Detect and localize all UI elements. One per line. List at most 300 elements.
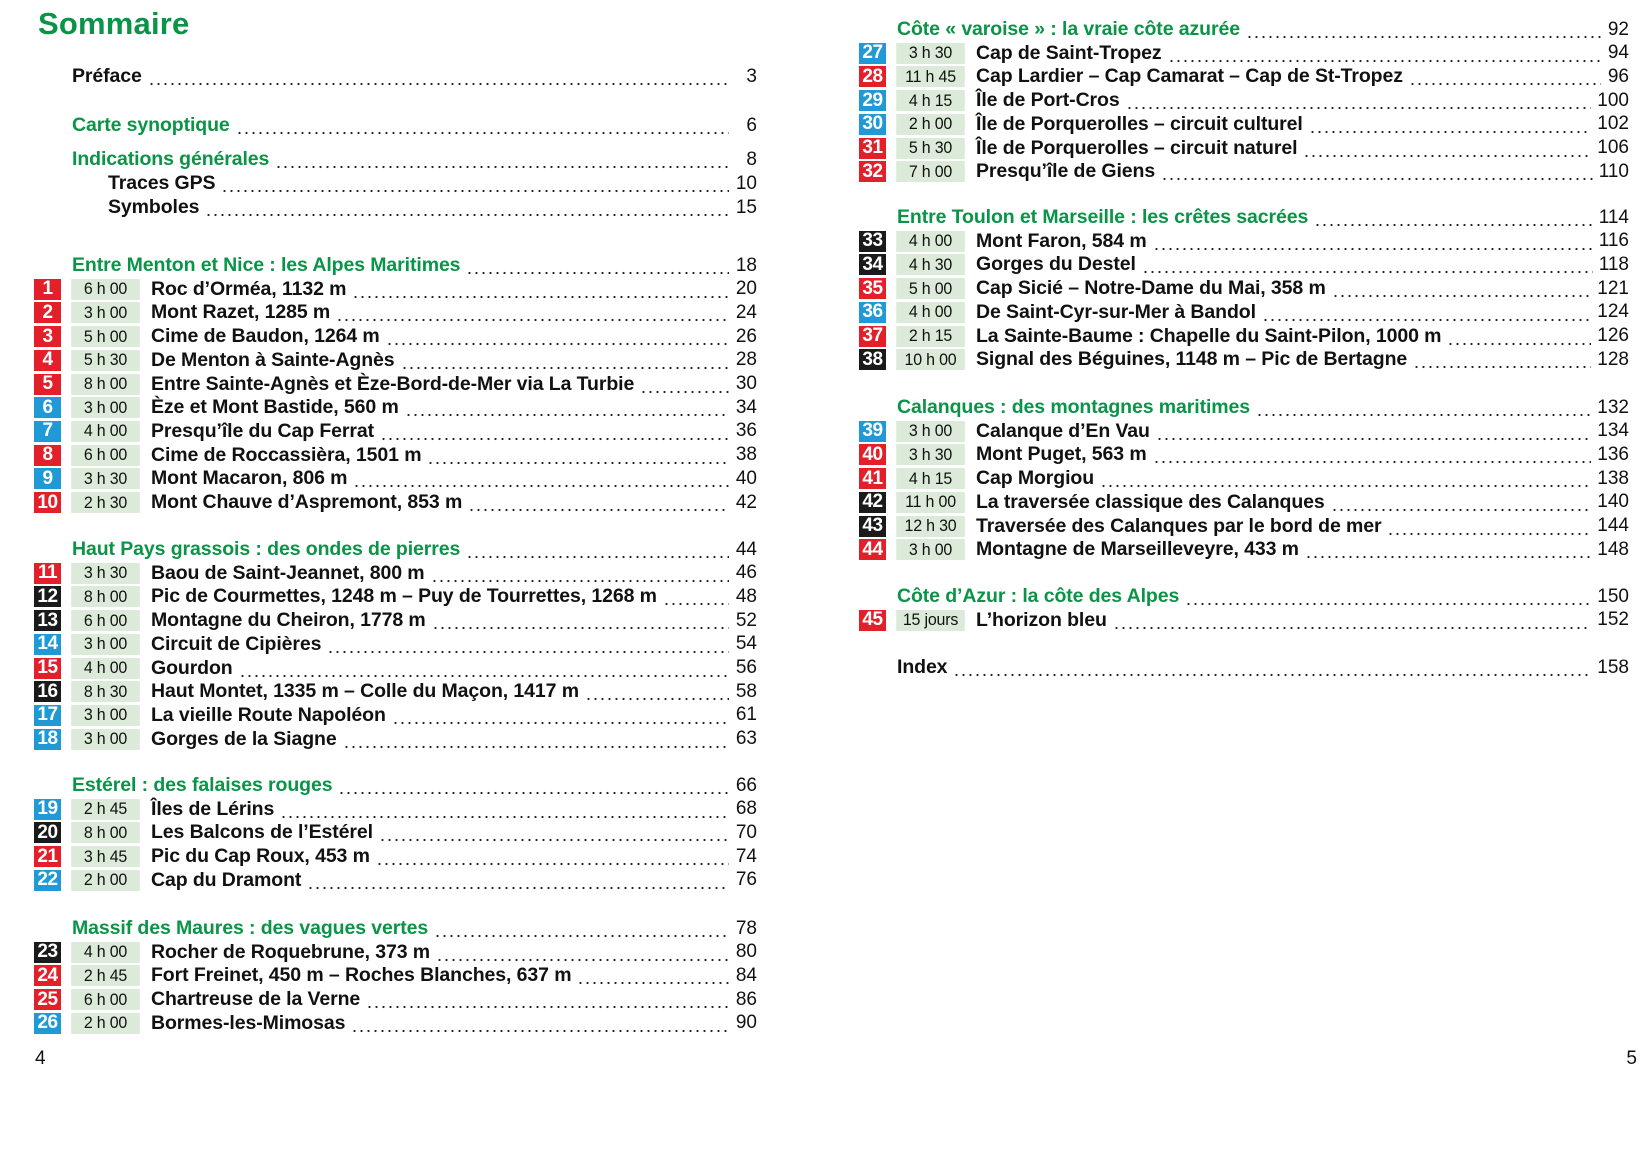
dot-leader [1314,208,1592,227]
dot-leader [468,493,729,512]
toc-route-entry[interactable] [859,64,1629,89]
toc-route-entry[interactable] [34,300,757,325]
dot-leader [1447,327,1591,346]
entry-title: Mont Faron, 584 m [976,229,1147,252]
toc-route-entry[interactable] [859,442,1629,467]
section-heading: Haut Pays grassois : des ondes de pierres [72,538,461,560]
entry-title: Signal des Béguines, 1148 m – Pic de Bertagne [976,348,1408,371]
dot-leader [1153,232,1593,251]
page-ref: 136 [1597,443,1629,465]
entry-title: Mont Puget, 563 m [976,443,1147,466]
entry-title: Mont Razet, 1285 m [151,301,331,324]
dot-leader [434,919,729,938]
dot-leader [585,682,729,701]
route-number-badge: 34 [859,254,886,275]
toc-section[interactable] [72,916,757,941]
route-number-badge: 13 [34,610,61,631]
duration-label: 3 h 00 [71,302,140,323]
page-ref: 106 [1597,137,1629,158]
entry-title: Èze et Mont Bastide, 560 m [151,396,399,419]
route-number-badge: 23 [34,942,61,963]
duration-label: 8 h 00 [71,822,140,843]
toc-route-entry[interactable] [34,419,757,444]
toc-route-entry[interactable] [859,537,1629,562]
duration-label: 4 h 00 [71,421,140,442]
route-number-badge: 5 [34,374,61,395]
entry-title: Îles de Lérins [151,797,275,820]
route-number-badge: 21 [34,846,61,867]
page-ref: 54 [735,633,757,655]
route-number-badge: 17 [34,705,61,726]
route-number-badge: 35 [859,278,886,299]
route-number-badge: 44 [859,539,886,560]
page-ref: 48 [735,585,757,607]
entry-title: Montagne de Marseilleveyre, 433 m [976,538,1299,561]
toc-route-entry[interactable] [859,229,1629,254]
dot-leader [1331,493,1592,512]
toc-section[interactable] [897,584,1629,609]
page-ref: 74 [735,845,757,867]
dot-leader [1168,44,1601,63]
section-heading: Calanques : des montagnes maritimes [897,396,1251,418]
section-heading: Entre Toulon et Marseille : les crêtes sacrées [897,206,1309,228]
route-number-badge: 7 [34,421,61,442]
page-ref: 116 [1598,230,1629,252]
duration-label: 11 h 00 [896,492,965,513]
duration-label: 6 h 00 [71,445,140,466]
dot-leader [353,469,729,488]
page-number-right: 5 [1626,1048,1637,1069]
page-ref: 86 [735,988,757,1010]
route-number-badge: 18 [34,729,61,750]
toc-route-entry[interactable] [34,324,757,349]
dot-leader [1309,115,1592,134]
page-ref: 148 [1597,538,1629,560]
route-number-badge: 3 [34,326,61,347]
page-ref: 96 [1607,65,1629,87]
page-ref: 132 [1597,396,1629,418]
duration-label: 6 h 00 [71,989,140,1010]
dot-leader [401,351,729,370]
page-ref: 24 [735,301,757,323]
entry-title: Cap Morgiou [976,467,1095,490]
toc-route-entry[interactable] [34,443,757,468]
toc-route-entry[interactable] [859,252,1629,277]
route-number-badge: 29 [859,90,886,111]
entry-title: Pic du Cap Roux, 453 m [151,845,370,868]
dot-leader [351,1014,729,1033]
duration-label: 4 h 00 [896,231,965,252]
section-heading: Carte synoptique [72,114,230,136]
duration-label: 2 h 00 [71,1013,140,1034]
duration-label: 3 h 00 [896,421,965,442]
page-ref: 140 [1597,491,1629,513]
dot-leader [379,823,729,842]
dot-leader [280,800,729,819]
duration-label: 11 h 45 [896,66,965,87]
route-number-badge: 12 [34,586,61,607]
entry-title: Cap de Saint-Tropez [976,41,1162,64]
route-number-badge: 11 [34,563,61,584]
route-number-badge: 37 [859,326,886,347]
entry-title: Index [897,656,948,678]
toc-route-entry[interactable] [34,844,757,869]
entry-title: Cap Sicié – Notre-Dame du Mai, 358 m [976,277,1326,300]
toc-route-entry[interactable] [859,159,1629,184]
entry-title: Presqu’île du Cap Ferrat [151,419,374,442]
toc-route-entry[interactable] [34,277,757,302]
dot-leader [1256,398,1591,417]
duration-label: 3 h 00 [71,729,140,750]
duration-label: 3 h 30 [71,468,140,489]
dot-leader [432,611,729,630]
duration-label: 4 h 00 [71,658,140,679]
dot-leader [1185,587,1591,606]
section-heading: Estérel : des falaises rouges [72,774,333,796]
route-number-badge: 27 [859,43,886,64]
page-ref: 78 [735,917,757,939]
route-number-badge: 31 [859,138,886,159]
dot-leader [1303,139,1591,158]
duration-label: 10 h 00 [896,349,965,370]
page-ref: 76 [735,869,757,891]
route-number-badge: 32 [859,161,886,182]
dot-leader [466,540,729,559]
route-number-badge: 2 [34,302,61,323]
route-number-badge: 1 [34,279,61,300]
route-number-badge: 24 [34,965,61,986]
toc-route-entry[interactable] [34,348,757,373]
page-ref: 90 [735,1012,757,1034]
duration-label: 4 h 30 [896,254,965,275]
toc-route-entry[interactable] [34,868,757,893]
duration-label: 3 h 00 [71,634,140,655]
duration-label: 5 h 30 [896,138,965,159]
toc-entry[interactable] [897,655,1629,680]
toc-route-entry[interactable] [34,395,757,420]
toc-section[interactable] [897,205,1629,230]
page-ref: 8 [746,148,757,170]
toc-entry[interactable] [108,195,757,220]
dot-leader [275,150,729,169]
toc-route-entry[interactable] [34,820,757,845]
page-ref: 158 [1597,656,1629,678]
page-ref: 66 [735,774,757,796]
toc-route-entry[interactable] [34,727,757,752]
toc-route-entry[interactable] [859,608,1629,633]
toc-route-entry[interactable] [34,940,757,965]
entry-title: Rocher de Roquebrune, 373 m [151,940,431,963]
entry-title: De Saint-Cyr-sur-Mer à Bandol [976,300,1256,323]
duration-label: 2 h 00 [896,114,965,135]
page-ref: 3 [746,65,757,87]
toc-entry[interactable] [72,147,757,172]
entry-title: De Menton à Sainte-Agnès [151,348,395,371]
duration-label: 8 h 00 [71,586,140,607]
route-number-badge: 15 [34,658,61,679]
dot-leader [239,659,729,678]
entry-title: La vieille Route Napoléon [151,703,386,726]
entry-title: Haut Montet, 1335 m – Colle du Maçon, 1417 m [151,680,579,703]
page-ref: 118 [1598,253,1629,275]
dot-leader [380,422,729,441]
entry-title: Traversée des Calanques par le bord de mer [976,514,1382,537]
dot-leader [336,303,729,322]
dot-leader [343,730,729,749]
entry-title: Mont Macaron, 806 m [151,467,348,490]
page-ref: 138 [1597,467,1629,489]
page-ref: 121 [1597,277,1629,299]
dot-leader [392,706,729,725]
page-ref: 44 [735,538,757,560]
page-ref: 40 [735,467,757,489]
duration-label: 4 h 15 [896,90,965,111]
page-ref: 68 [735,798,757,820]
toc-route-entry[interactable] [859,276,1629,301]
page-title: Sommaire [38,6,190,41]
duration-label: 4 h 15 [896,468,965,489]
entry-title: Chartreuse de la Verne [151,988,361,1011]
dot-leader [436,943,729,962]
entry-title: Préface [72,65,142,87]
dot-leader [148,67,729,86]
duration-label: 2 h 15 [896,326,965,347]
duration-label: 2 h 30 [71,492,140,513]
route-number-badge: 42 [859,492,886,513]
dot-leader [1126,91,1592,110]
page-ref: 56 [735,657,757,678]
dot-leader [386,327,729,346]
toc-entry[interactable] [108,171,757,196]
entry-title: Roc d’Orméa, 1132 m [151,277,347,300]
section-heading: Côte « varoise » : la vraie côte azurée [897,18,1240,40]
entry-title: La traversée classique des Calanques [976,490,1325,513]
entry-title: Baou de Saint-Jeannet, 800 m [151,561,425,584]
route-number-badge: 22 [34,870,61,891]
dot-leader [1100,469,1591,488]
route-number-badge: 6 [34,397,61,418]
page-ref: 150 [1597,585,1629,607]
page-ref: 20 [735,278,757,300]
dot-leader [640,375,729,394]
duration-label: 3 h 00 [71,397,140,418]
dot-leader [1409,67,1601,86]
entry-title: Cap du Dramont [151,868,302,891]
toc-route-entry[interactable] [34,561,757,586]
page-ref: 70 [735,821,757,843]
entry-title: Gorges de la Siagne [151,727,337,750]
dot-leader [1246,20,1601,39]
toc-route-entry[interactable] [859,324,1629,349]
entry-title: Gourdon [151,656,233,679]
route-number-badge: 20 [34,822,61,843]
toc-route-entry[interactable] [859,88,1629,113]
toc-route-entry[interactable] [34,963,757,988]
dot-leader [466,256,729,275]
section-heading: Massif des Maures : des vagues vertes [72,917,429,939]
route-number-badge: 26 [34,1013,61,1034]
duration-label: 12 h 30 [896,516,965,537]
toc-route-entry[interactable] [859,419,1629,444]
toc-route-entry[interactable] [34,987,757,1012]
left-page [0,0,825,1152]
toc-route-entry[interactable] [34,584,757,609]
section-heading: Indications générales [72,148,270,170]
entry-title: Calanque d’En Vau [976,419,1150,442]
toc-section[interactable] [897,17,1629,42]
entry-title: Circuit de Cipières [151,632,322,655]
dot-leader [205,198,729,217]
dot-leader [405,398,729,417]
toc-route-entry[interactable] [34,679,757,704]
duration-label: 4 h 00 [896,302,965,323]
duration-label: 3 h 30 [896,43,965,64]
page-ref: 46 [735,562,757,584]
dot-leader [427,446,729,465]
entry-title: Entre Sainte-Agnès et Èze-Bord-de-Mer via La Turbie [151,372,635,395]
duration-label: 15 jours [896,610,965,631]
entry-title: Les Balcons de l’Estérel [151,821,373,844]
dot-leader [431,564,729,583]
toc-route-entry[interactable] [859,112,1629,137]
duration-label: 3 h 45 [71,846,140,867]
toc-route-entry[interactable] [34,466,757,491]
dot-leader [1153,445,1592,464]
entry-title: Presqu’île de Giens [976,160,1156,183]
page-ref: 80 [735,941,757,963]
route-number-badge: 43 [859,516,886,537]
page-ref: 10 [735,172,757,194]
duration-label: 3 h 00 [896,539,965,560]
dot-leader [221,174,729,193]
dot-leader [376,847,729,866]
toc-route-entry[interactable] [34,632,757,657]
page-ref: 92 [1607,18,1629,40]
entry-title: Île de Port-Cros [976,89,1120,112]
duration-label: 6 h 00 [71,610,140,631]
toc-route-entry[interactable] [34,372,757,397]
dot-leader [1156,422,1591,441]
route-number-badge: 25 [34,989,61,1010]
toc-route-entry[interactable] [34,490,757,515]
page-ref: 134 [1597,420,1629,442]
page-ref: 110 [1598,160,1629,182]
entry-title: Cime de Baudon, 1264 m [151,325,380,348]
duration-label: 8 h 00 [71,374,140,395]
duration-label: 3 h 00 [71,705,140,726]
page-ref: 128 [1597,348,1629,370]
dot-leader [366,990,729,1009]
dot-leader [1161,162,1593,181]
page-ref: 84 [735,964,757,986]
route-number-badge: 40 [859,444,886,465]
route-number-badge: 36 [859,302,886,323]
route-number-badge: 41 [859,468,886,489]
dot-leader [577,966,729,985]
page-ref: 126 [1597,325,1629,346]
duration-label: 5 h 00 [71,326,140,347]
route-number-badge: 8 [34,445,61,466]
toc-route-entry[interactable] [859,300,1629,325]
toc-section[interactable] [72,253,757,278]
route-number-badge: 16 [34,681,61,702]
entry-title: L’horizon bleu [976,608,1107,631]
entry-title: Fort Freinet, 450 m – Roches Blanches, 637 m [151,964,572,987]
entry-title: Île de Porquerolles – circuit culturel [976,112,1303,135]
dot-leader [307,871,729,890]
toc-route-entry[interactable] [859,490,1629,515]
toc-route-entry[interactable] [34,656,757,681]
route-number-badge: 28 [859,66,886,87]
page-ref: 30 [735,373,757,394]
route-number-badge: 45 [859,610,886,631]
toc-route-entry[interactable] [859,41,1629,66]
route-number-badge: 33 [859,231,886,252]
route-number-badge: 9 [34,468,61,489]
duration-label: 3 h 30 [896,444,965,465]
dot-leader [1142,255,1593,274]
right-page [825,0,1651,1152]
toc-route-entry[interactable] [859,347,1629,372]
entry-title: Cime de Roccassièra, 1501 m [151,443,422,466]
toc-route-entry[interactable] [34,797,757,822]
duration-label: 6 h 00 [71,279,140,300]
page-ref: 28 [735,349,757,371]
route-number-badge: 10 [34,492,61,513]
section-heading: Côte d’Azur : la côte des Alpes [897,585,1180,607]
duration-label: 5 h 30 [71,350,140,371]
page-ref: 6 [746,114,757,136]
page-ref: 124 [1597,301,1629,323]
dot-leader [327,635,729,654]
route-number-badge: 14 [34,634,61,655]
page-ref: 15 [735,196,757,218]
dot-leader [352,280,729,299]
entry-title: Cap Lardier – Cap Camarat – Cap de St-Tropez [976,65,1403,88]
toc-section[interactable] [897,395,1629,420]
dot-leader [236,116,729,135]
page-ref: 36 [735,420,757,442]
toc-route-entry[interactable] [859,466,1629,491]
route-number-badge: 30 [859,114,886,135]
duration-label: 3 h 30 [71,563,140,584]
entry-title: Symboles [108,196,200,218]
dot-leader [663,587,729,606]
toc-route-entry[interactable] [34,1011,757,1036]
toc-route-entry[interactable] [34,703,757,728]
duration-label: 7 h 00 [896,161,965,182]
route-number-badge: 19 [34,799,61,820]
toc-route-entry[interactable] [859,514,1629,539]
page-ref: 63 [735,728,757,750]
duration-label: 2 h 45 [71,799,140,820]
page-ref: 38 [735,444,757,466]
duration-label: 2 h 45 [71,965,140,986]
route-number-badge: 4 [34,350,61,371]
duration-label: 2 h 00 [71,870,140,891]
toc-section[interactable] [72,773,757,798]
toc-entry[interactable] [72,64,757,89]
page-ref: 102 [1597,113,1629,135]
page-ref: 144 [1597,515,1629,536]
dot-leader [1332,279,1592,298]
entry-title: Île de Porquerolles – circuit naturel [976,136,1298,159]
toc-route-entry[interactable] [859,136,1629,161]
toc-section[interactable] [72,537,757,562]
toc-route-entry[interactable] [34,608,757,633]
dot-leader [953,658,1591,677]
toc-entry[interactable] [72,113,757,138]
